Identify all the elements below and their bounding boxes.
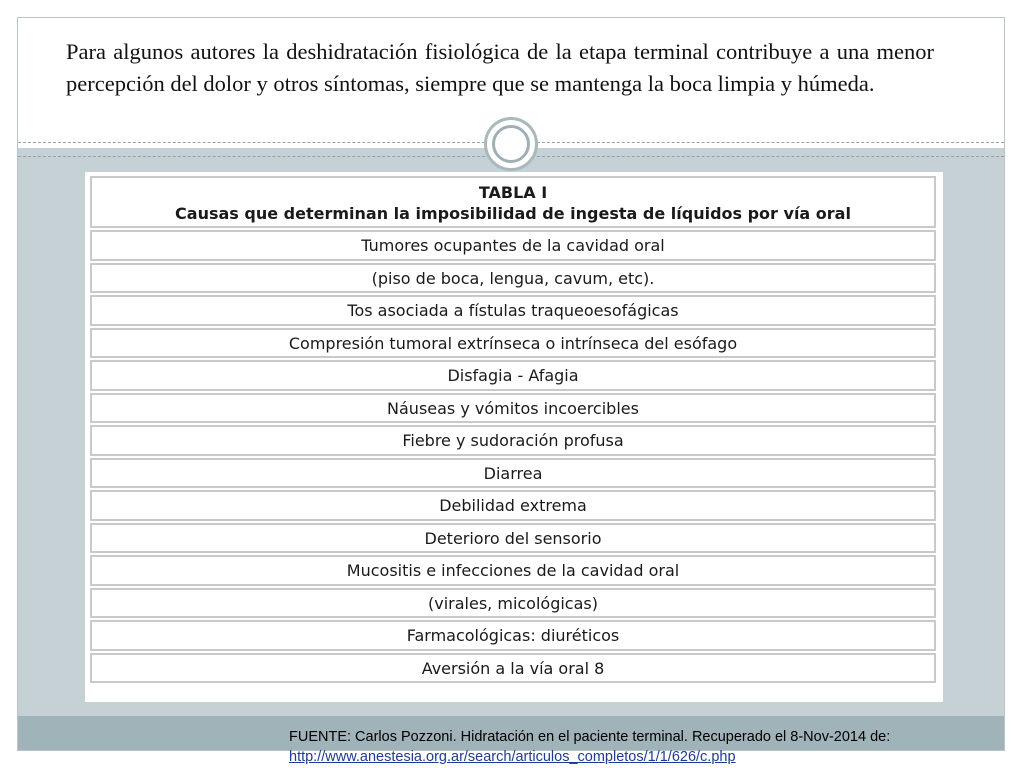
source-citation — [289, 727, 1009, 767]
table-row: Disfagia - Afagia — [90, 360, 936, 391]
table-row: Fiebre y sudoración profusa — [90, 425, 936, 456]
table-row: (virales, micológicas) — [90, 588, 936, 619]
table-row: Compresión tumoral extrínseca o intrínseca del esófago — [90, 328, 936, 359]
table-row: (piso de boca, lengua, cavum, etc). — [90, 263, 936, 294]
table-row: Deterioro del sensorio — [90, 523, 936, 554]
table-figure — [85, 172, 943, 702]
table-row: Farmacológicas: diuréticos — [90, 620, 936, 651]
table-row: Mucositis e infecciones de la cavidad oral — [90, 555, 936, 586]
table-row: Tos asociada a fístulas traqueoesofágicas — [90, 295, 936, 326]
table-row: Tumores ocupantes de la cavidad oral — [90, 230, 936, 261]
table-title: Causas que determinan la imposibilidad de ingesta de líquidos por vía oral — [175, 204, 851, 223]
source-label: FUENTE: Carlos Pozzoni. Hidratación en el paciente terminal. Recuperado el 8-Nov-2014 de: — [289, 729, 891, 745]
intro-paragraph: Para algunos autores la deshidratación fisiológica de la etapa terminal contribuye a una menor percepción del dolor y otros síntomas, siempre que se mantenga la boca limpia y húmeda. — [66, 39, 934, 96]
table-header — [90, 176, 936, 228]
table-row: Diarrea — [90, 458, 936, 489]
table-row: Náuseas y vómitos incoercibles — [90, 393, 936, 424]
table-label: TABLA I — [478, 183, 548, 202]
table-row: Debilidad extrema — [90, 490, 936, 521]
table-row: Aversión a la vía oral 8 — [90, 653, 936, 684]
table-body — [90, 230, 936, 683]
source-link[interactable]: http://www.anestesia.org.ar/search/articulos_completos/1/1/626/c.php — [289, 749, 736, 765]
causes-table — [90, 176, 936, 683]
circle-ornament — [484, 117, 538, 171]
